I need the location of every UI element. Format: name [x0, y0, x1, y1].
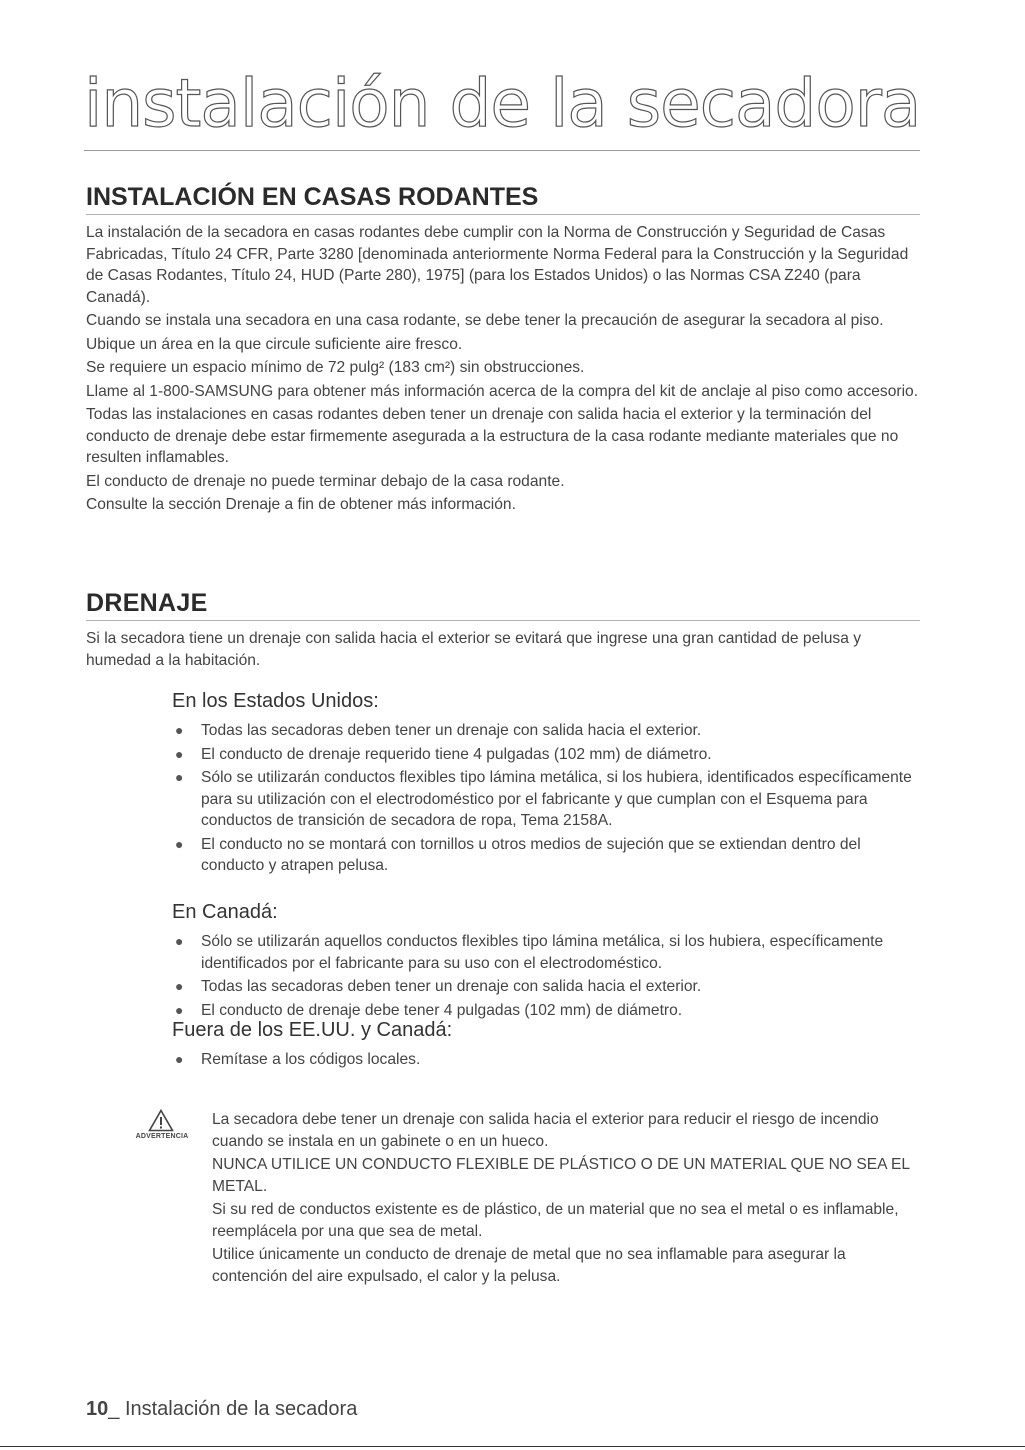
warning-triangle-icon: [148, 1109, 174, 1132]
warning-text: [212, 1109, 920, 1287]
paragraph: Se requiere un espacio mínimo de 72 pulg² (183 cm²) sin obstrucciones.: [86, 359, 585, 376]
paragraph: El conducto de drenaje no puede terminar debajo de la casa rodante.: [86, 472, 565, 490]
bullet-icon: ●: [175, 835, 184, 852]
subheading-outside: Fuera de los EE.UU. y Canadá:: [172, 1019, 453, 1041]
bullet-list-canada: [172, 931, 920, 1021]
list-item-text: Remítase a los códigos locales.: [201, 1051, 421, 1068]
list-item: [172, 976, 920, 998]
list-item-text: Todas las secadoras deben tener un drenaje con salida hacia el exterior.: [201, 978, 702, 995]
subsection-canada: [172, 899, 920, 1023]
bullet-icon: ●: [175, 978, 184, 994]
page-title: instalación de la secadora: [84, 58, 920, 151]
list-item: [172, 1049, 920, 1071]
bullet-icon: ●: [175, 1001, 184, 1018]
section-mobile-homes: [86, 182, 920, 516]
list-item: [172, 834, 920, 877]
list-item-text: El conducto de drenaje debe tener 4 pulgadas (102 mm) de diámetro.: [201, 1001, 683, 1019]
section-heading-mobile-homes: INSTALACIÓN EN CASAS RODANTES: [86, 182, 920, 215]
subsection-outside: [172, 1017, 920, 1073]
list-item-text: El conducto de drenaje requerido tiene 4 pulgadas (102 mm) de diámetro.: [201, 745, 712, 763]
mobile-homes-body: [86, 222, 920, 516]
warning-paragraph: NUNCA UTILICE UN CONDUCTO FLEXIBLE DE PLÁSTICO O DE UN MATERIAL QUE NO SEA EL METAL.: [212, 1156, 910, 1195]
section-heading-drain: DRENAJE: [86, 588, 920, 621]
paragraph: Todas las instalaciones en casas rodantes deben tener un drenaje con salida hacia el exterior y la terminación del conducto de drenaje debe estar firmemente asegurada a la estructura de la casa rodante mediante materiales que no resulten inflamables.: [86, 406, 899, 466]
list-item: [172, 744, 920, 766]
section-drain: [86, 588, 920, 671]
list-item-text: Sólo se utilizarán aquellos conductos flexibles tipo lámina metálica, si los hubiera, específicamente identificados por el fabricante para su uso con el electrodoméstico.: [201, 933, 884, 972]
footer-separator: _: [108, 1398, 125, 1420]
warning-icon-wrap: [118, 1109, 206, 1153]
paragraph: Consulte la sección Drenaje a fin de obtener más información.: [86, 496, 516, 513]
list-item: [172, 931, 920, 974]
paragraph: Llame al 1-800-SAMSUNG para obtener más información acerca de la compra del kit de anclaje al piso como accesorio.: [86, 382, 919, 400]
bullet-icon: ●: [175, 722, 184, 738]
list-item-text: Sólo se utilizarán conductos flexibles tipo lámina metálica, si los hubiera, identificados específicamente para su utilización con el electrodoméstico por el fabricante y que cumplan con el Esquema para conductos de transición de secadora de ropa, Tema 2158A.: [201, 769, 912, 829]
warning-paragraph: Utilice únicamente un conducto de drenaje de metal que no sea inflamable para asegurar la contención del aire expulsado, el calor y la pelusa.: [212, 1246, 846, 1285]
footer-rule: [0, 1446, 1025, 1447]
page-footer: [86, 1398, 357, 1421]
bullet-icon: ●: [175, 769, 184, 785]
bullet-icon: ●: [175, 745, 184, 762]
paragraph: Cuando se instala una secadora en una casa rodante, se debe tener la precaución de asegurar la secadora al piso.: [86, 312, 884, 329]
subheading-usa: En los Estados Unidos:: [172, 690, 379, 712]
footer-section-name: Instalación de la secadora: [124, 1398, 358, 1420]
drain-intro: [86, 628, 920, 671]
subheading-canada: En Canadá:: [172, 901, 278, 923]
warning-paragraph: Si su red de conductos existente es de plástico, de un material que no sea el metal o es inflamable, reemplácela por una que sea de metal.: [212, 1201, 899, 1240]
warning-paragraph: La secadora debe tener un drenaje con salida hacia el exterior para reducir el riesgo de incendio cuando se instala en un gabinete o en un hueco.: [212, 1111, 879, 1150]
bullet-icon: ●: [175, 933, 184, 949]
warning-label: ADVERTENCIA: [135, 1133, 189, 1140]
bullet-list-usa: [172, 720, 920, 877]
page-number: 10: [86, 1398, 109, 1420]
paragraph: La instalación de la secadora en casas rodantes debe cumplir con la Norma de Construcción y Seguridad de Casas Fabricadas, Título 24 CFR, Parte 3280 [denominada anteriormente Norma Federal para la Construcción y la Seguridad de Casas Rodantes, Título 24, HUD (Parte 280), 1975] (para los Estados Unidos) o las Normas CSA Z240 (para Canadá).: [86, 224, 909, 306]
list-item-text: Todas las secadoras deben tener un drenaje con salida hacia el exterior.: [201, 722, 702, 739]
subsection-usa: [172, 688, 920, 879]
list-item: [172, 767, 920, 832]
list-item: [172, 720, 920, 742]
paragraph: Ubique un área en la que circule suficiente aire fresco.: [86, 335, 463, 353]
list-item-text: El conducto no se montará con tornillos u otros medios de sujeción que se extiendan dentro del conducto y atrapen pelusa.: [201, 835, 861, 874]
paragraph: Si la secadora tiene un drenaje con salida hacia el exterior se evitará que ingrese una gran cantidad de pelusa y humedad a la habitación.: [86, 630, 861, 669]
bullet-icon: ●: [175, 1051, 184, 1067]
bullet-list-outside: [172, 1049, 920, 1071]
